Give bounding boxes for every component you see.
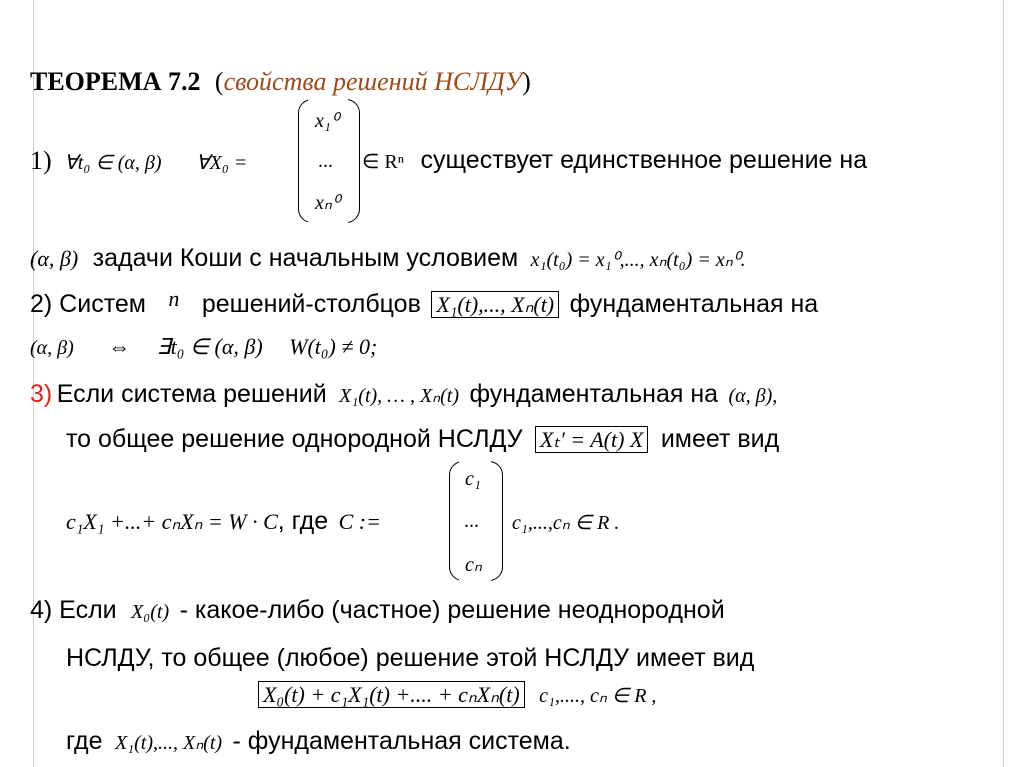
property-3-boxed-equation: Xₜ′ = A(t) X <box>535 426 648 453</box>
right-frame-line <box>1003 0 1004 767</box>
property-4-text-4: - фундаментальная система. <box>232 727 571 755</box>
property-3-line-1 <box>30 380 777 409</box>
property-4-line-3 <box>258 682 656 708</box>
property-2-wronskian: W(t₀) ≠ 0; <box>289 334 378 359</box>
property-3-constants: c₁,...,cₙ ∈ R . <box>512 512 620 534</box>
property-3-text-2: фундаментальная на <box>469 380 719 408</box>
property-1-forall-t0: ∀t₀ ∈ (α, β) <box>64 152 162 174</box>
vector-c-bottom: cₙ <box>465 554 482 576</box>
property-2-n: n <box>168 286 180 311</box>
property-2-interval: (α, β) <box>30 337 74 359</box>
property-1-forall-x0: ∀X₀ = <box>195 152 248 174</box>
property-3-c-definition: C := <box>338 509 381 534</box>
iff-symbol: ⇔ <box>108 334 131 359</box>
property-1-number: 1) <box>30 146 52 175</box>
property-4-line-1 <box>30 596 725 625</box>
property-4-text-1: - какое-либо (частное) решение неоднородной <box>179 596 725 624</box>
property-2-boxed-solutions: X₁(t),..., Xₙ(t) <box>431 291 559 318</box>
property-4-constants: c₁,...., cₙ ∈ R , <box>539 685 657 707</box>
theorem-subtitle: свойства решений НСЛДУ <box>223 67 523 96</box>
property-3-line-2 <box>66 425 779 454</box>
vector-c-mid: ... <box>464 510 479 532</box>
property-3-solutions: X₁(t), … , Xₙ(t) <box>339 385 460 407</box>
property-1-initial-condition: x₁(t₀) = x₁⁰,..., xₙ(t₀) = xₙ⁰. <box>530 249 746 271</box>
property-1-rn: ∈ Rⁿ существует единственное решение на <box>362 146 868 174</box>
property-3-text-1: Если система решений <box>56 380 327 408</box>
property-2-exists: ∃t₀ ∈ (α, β) <box>156 334 263 359</box>
property-2-text-2: фундаментальная на <box>569 290 819 318</box>
property-3-where: , где <box>277 507 329 535</box>
vector-x0-bottom: xₙ⁰ <box>315 192 340 214</box>
property-2-lead: 2) Систем <box>30 290 146 318</box>
property-1-line-2 <box>30 244 746 273</box>
property-4-line-4 <box>66 727 571 756</box>
property-2-line-1 <box>30 286 819 319</box>
property-3-homogeneous-text: то общее решение однородной НСЛДУ <box>66 425 523 453</box>
property-1-cauchy-text: задачи Коши с начальным условием <box>92 244 519 272</box>
property-4-line-2 <box>66 644 754 673</box>
property-3-general-solution: c₁X₁ +...+ cₙXₙ = W · C <box>66 509 278 534</box>
property-3-interval: (α, β), <box>728 385 778 407</box>
subtitle-paren-open: ( <box>214 67 224 96</box>
property-4-x0: X₀(t) <box>131 601 170 623</box>
property-3-has-form: имеет вид <box>660 425 780 453</box>
property-4-lead: 4) Если <box>30 596 117 624</box>
property-2-line-2 <box>30 334 377 360</box>
property-1-line-1 <box>30 146 247 176</box>
property-1-text: существует единственное решение на <box>420 146 868 174</box>
vector-x0-mid: ... <box>318 150 333 172</box>
property-3-number: 3) <box>30 380 53 408</box>
property-4-text-2: НСЛДУ, то общее (любое) решение этой НСЛДУ имеет вид <box>66 644 755 672</box>
subtitle-paren-close: ) <box>522 67 531 96</box>
theorem-title-main: ТЕОРЕМА 7.2 <box>30 67 201 96</box>
vector-c-top: c₁ <box>465 468 481 490</box>
theorem-title <box>30 67 531 97</box>
property-4-where: где <box>66 727 103 755</box>
property-1-interval: (α, β) <box>30 246 79 271</box>
vector-x0-top: x₁⁰ <box>315 110 339 132</box>
property-4-boxed-general-solution: X₀(t) + c₁X₁(t) +.... + cₙXₙ(t) <box>258 681 525 708</box>
property-2-text: решений-столбцов <box>201 290 421 318</box>
property-4-fundamental-set: X₁(t),..., Xₙ(t) <box>114 732 223 754</box>
property-3-line-3 <box>66 507 381 536</box>
